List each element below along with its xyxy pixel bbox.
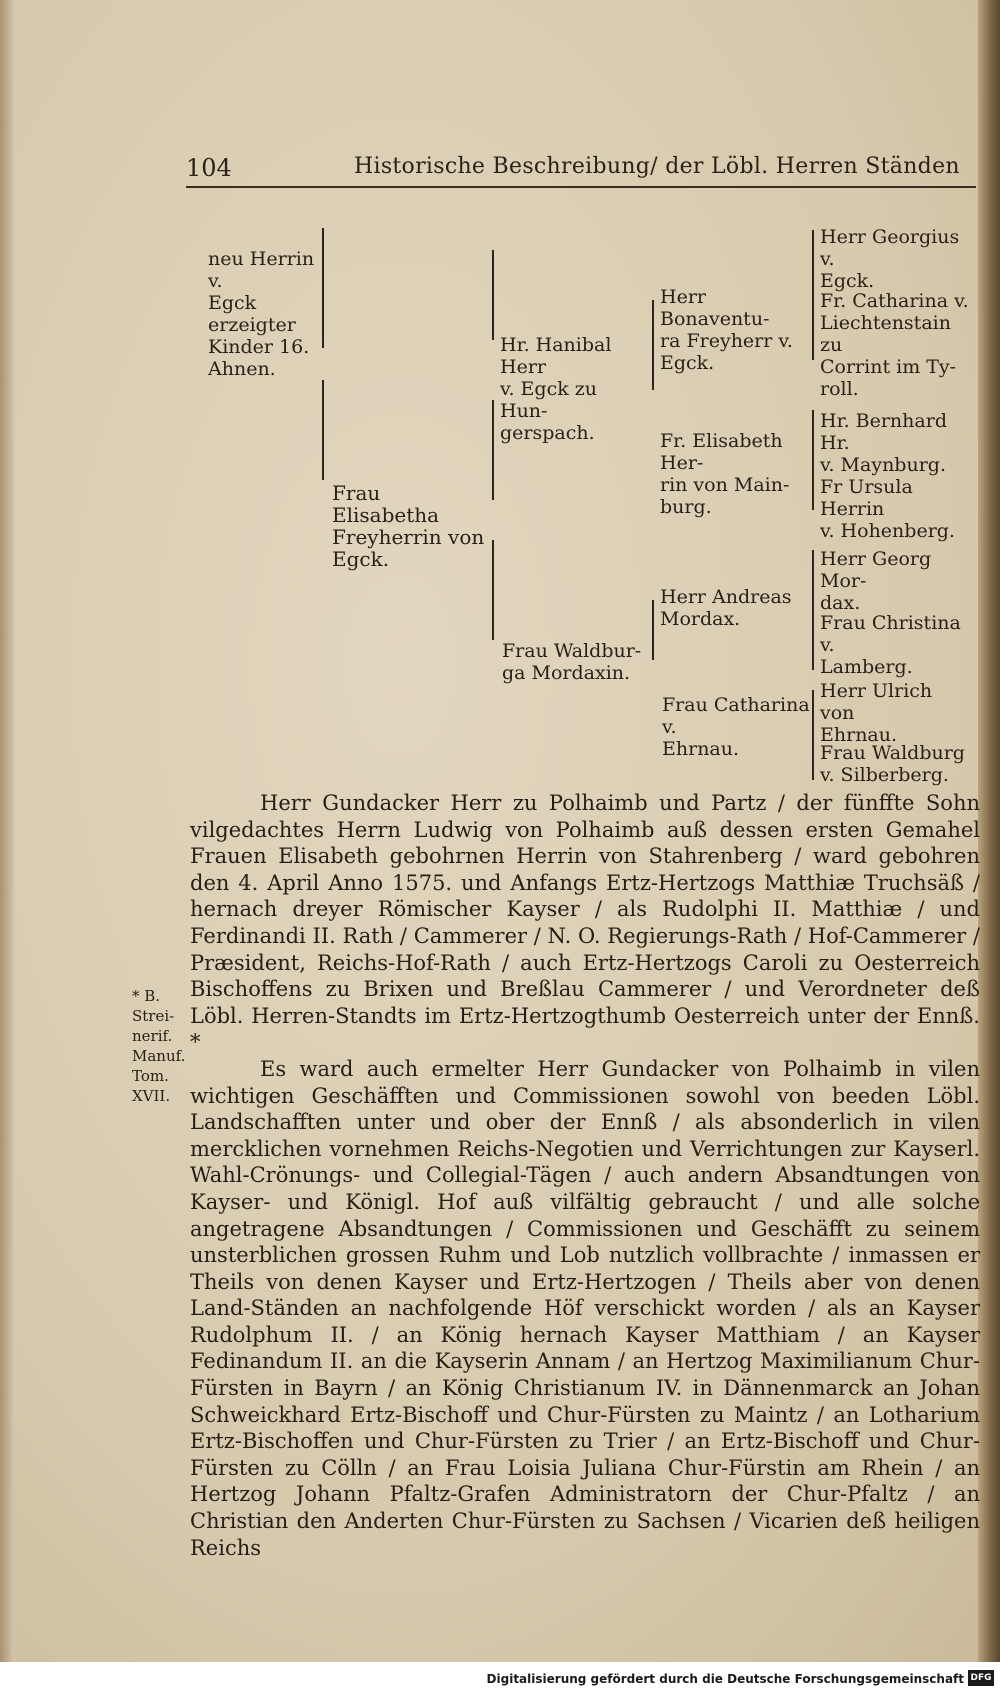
tree-level2-person-2: Frau Waldbur- ga Mordaxin. — [502, 640, 642, 684]
tree-level4-person-8: Frau Waldburg v. Silberberg. — [820, 742, 965, 786]
tree-level3-person-1: Herr Bonaventu- ra Freyherr v. Egck. — [660, 286, 793, 374]
tree-line-level2-mid — [492, 400, 494, 500]
tree-level4-person-3: Hr. Bernhard Hr. v. Maynburg. — [820, 410, 947, 476]
tree-line-main-lower — [322, 380, 324, 480]
main-text — [190, 790, 980, 1561]
running-title: Historische Beschreibung/ der Löbl. Herren Ständen — [354, 154, 960, 179]
tree-line-level4-c — [812, 550, 814, 670]
tree-line-level2 — [492, 250, 494, 340]
tree-level2-person-1: Hr. Hanibal Herr v. Egck zu Hun- gerspach. — [500, 334, 612, 444]
tree-level4-person-1: Herr Georgius v. Egck. — [820, 226, 960, 292]
tree-level3-person-3: Herr Andreas Mordax. — [660, 586, 792, 630]
tree-line-level4-a — [812, 230, 814, 360]
paragraph-1: Herr Gundacker Herr zu Polhaimb und Partz / der fünffte Sohn vilgedachtes Herrn Ludwig von Polhaimb auß dessen ersten Gemahel Frauen Elisabeth gebohrnen Herrin von Stahrenberg / ward gebohren den 4. April Anno 1575. und Anfangs Ertz-Hertzogs Matthiæ Truchsäß / hernach dreyer Römischer Kayser / als Rudolphi II. Matthiæ / und Ferdinandi II. Rath / Cammerer / N. O. Regierungs-Rath / Hof-Cammerer / Præsident, Reichs-Hof-Rath / auch Ertz-Hertzogs Caroli zu Oesterreich Bischoffens zu Brixen und Breßlau Cammerer / und Verordneter deß Löbl. Herren-Standts im Ertz-Hertzogthumb Oesterreich unter der Ennß. * — [190, 791, 980, 1055]
tree-level4-person-2: Fr. Catharina v. Liechtenstain zu Corrint im Ty- roll. — [820, 290, 969, 400]
paragraph-2: Es ward auch ermelter Herr Gundacker von Polhaimb in vilen wichtigen Geschäfften und Commissionen sowohl von beeden Löbl. Landschafften unter und ober der Ennß / als absonderlich in vilen mercklichen vornehmen Reichs-Negotien und Verrichtungen zur Kayserl. Wahl-Crönungs- und Collegial-Tägen / auch andern Absandtungen von Kayser- und Königl. Hof auß vilfältig gebraucht / und alle solche angetragene Absandtungen / Commissionen und Geschäfft zu seinem unsterblichen grossen Ruhm und Lob nutzlich vollbrachte / inmassen er Theils von denen Kayser und Ertz-Hertzogen / Theils aber von denen Land-Ständen an nachfolgende Höf verschickt worden / als an Kayser Rudolphum II. / an König hernach Kayser Matthiam / an Kayser Fedinandum II. an die Kayserin Annam / an Hertzog Maximilianum Chur-Fürsten in Bayrn / an König Christianum IV. in Dännenmarck an Johan Schweickhard Ertz-Bischoff und Chur-Fürsten zu Maintz / an Lotharium Ertz-Bischoffen und Chur-Fürsten zu Trier / an Ertz-Bischoff und Chur-Fürsten zu Cölln / an Frau Loisia Juliana Chur-Fürstin am Rhein / an Hertzog Johann Pfaltz-Grafen Administratorn der Chur-Pfaltz / an Christian den Anderten Chur-Fürsten zu Sachsen / Vicarien deß heiligen Reichs — [190, 1056, 980, 1560]
tree-line-level2-lower — [492, 540, 494, 640]
tree-level1-person: Frau Elisabetha Freyherrin von Egck. — [332, 481, 485, 571]
tree-line-level4-d — [812, 690, 814, 780]
footer-bar — [0, 1662, 1000, 1696]
tree-line-level4-b — [812, 410, 814, 510]
tree-level4-person-7: Herr Ulrich von Ehrnau. — [820, 680, 933, 746]
dfg-logo: DFG — [968, 1670, 994, 1686]
genealogy-tree — [0, 0, 1000, 800]
footer-credit: Digitalisierung gefördert durch die Deutsche Forschungsgemeinschaft — [486, 1672, 964, 1686]
tree-line-level3-a — [652, 300, 654, 390]
tree-level4-person-6: Frau Christina v. Lamberg. — [820, 612, 961, 678]
tree-intro-label: neu Herrin v. Egck erzeigter Kinder 16. Ahnen. — [208, 248, 315, 380]
marginal-note: * B. Strei- nerif. Manuf. Tom. XVII. — [132, 987, 186, 1105]
tree-line-level3-b — [652, 600, 654, 660]
tree-level3-person-2: Fr. Elisabeth Her- rin von Main- burg. — [660, 430, 790, 518]
tree-level4-person-4: Fr Ursula Herrin v. Hohenberg. — [820, 476, 955, 542]
page-number: 104 — [186, 154, 232, 182]
tree-level3-person-4: Frau Catharina v. Ehrnau. — [662, 694, 810, 760]
tree-level4-person-5: Herr Georg Mor- dax. — [820, 548, 932, 614]
